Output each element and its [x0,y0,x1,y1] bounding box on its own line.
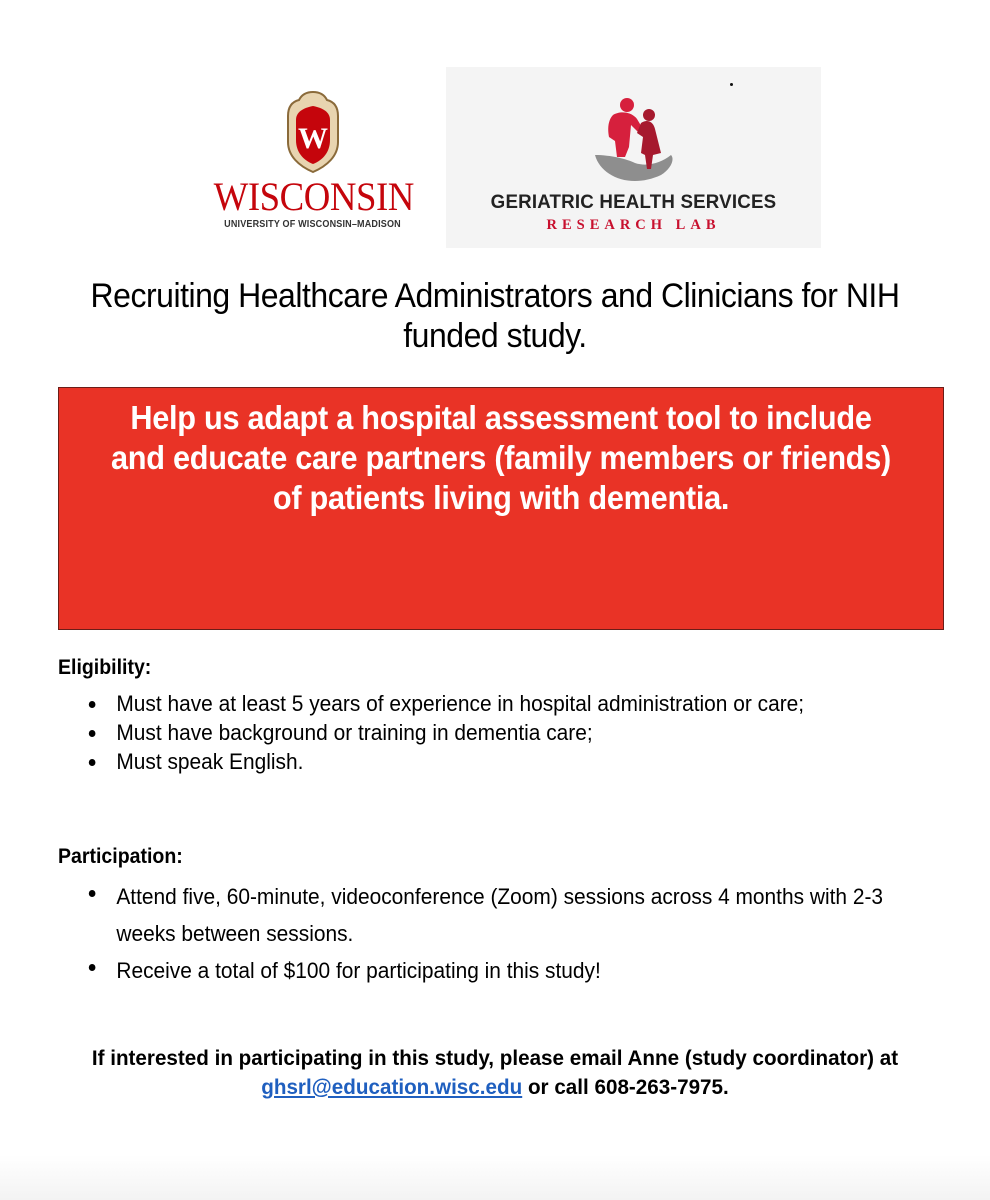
eligibility-list [85,689,945,776]
contact-info [77,1044,912,1102]
callout-text: Help us adapt a hospital assessment tool to include and educate care partners (family members or friends) of patients living with dementia. [110,399,892,516]
eligibility-item: Must have at least 5 years of experience in hospital administration or care; [85,689,902,718]
email-link[interactable]: ghsrl@education.wisc.edu [261,1075,523,1099]
ghsrl-title: GERIATRIC HEALTH SERVICES [490,191,777,213]
participation-item: Attend five, 60-minute, videoconference (Zoom) sessions across 4 months with 2-3 weeks between sessions. [85,878,902,952]
uw-madison-logo [205,90,420,235]
uw-wordmark: WISCONSIN [213,174,414,219]
stray-dot [730,83,733,86]
uw-subtitle: UNIVERSITY OF WISCONSIN–MADISON [224,218,401,230]
caregiver-hand-icon [591,97,677,187]
contact-text-after: or call 608-263-7975. [522,1075,729,1099]
participation-list [85,878,945,989]
callout-box [58,387,944,630]
uw-crest-icon [283,90,343,175]
svg-text:W: W [297,122,328,155]
eligibility-item: Must have background or training in dementia care; [85,718,902,747]
participation-item: Receive a total of $100 for participating in this study! [85,952,902,989]
ghsrl-subtitle: RESEARCH LAB [546,217,721,233]
eligibility-item: Must speak English. [85,747,902,776]
contact-text-before: If interested in participating in this study, please email Anne (study coordinator) at [91,1046,899,1070]
eligibility-heading: Eligibility: [58,656,152,679]
page-headline: Recruiting Healthcare Administrators and Clinicians for NIH funded study. [90,277,900,355]
participation-heading: Participation: [58,845,183,868]
ghsrl-logo [446,67,821,248]
